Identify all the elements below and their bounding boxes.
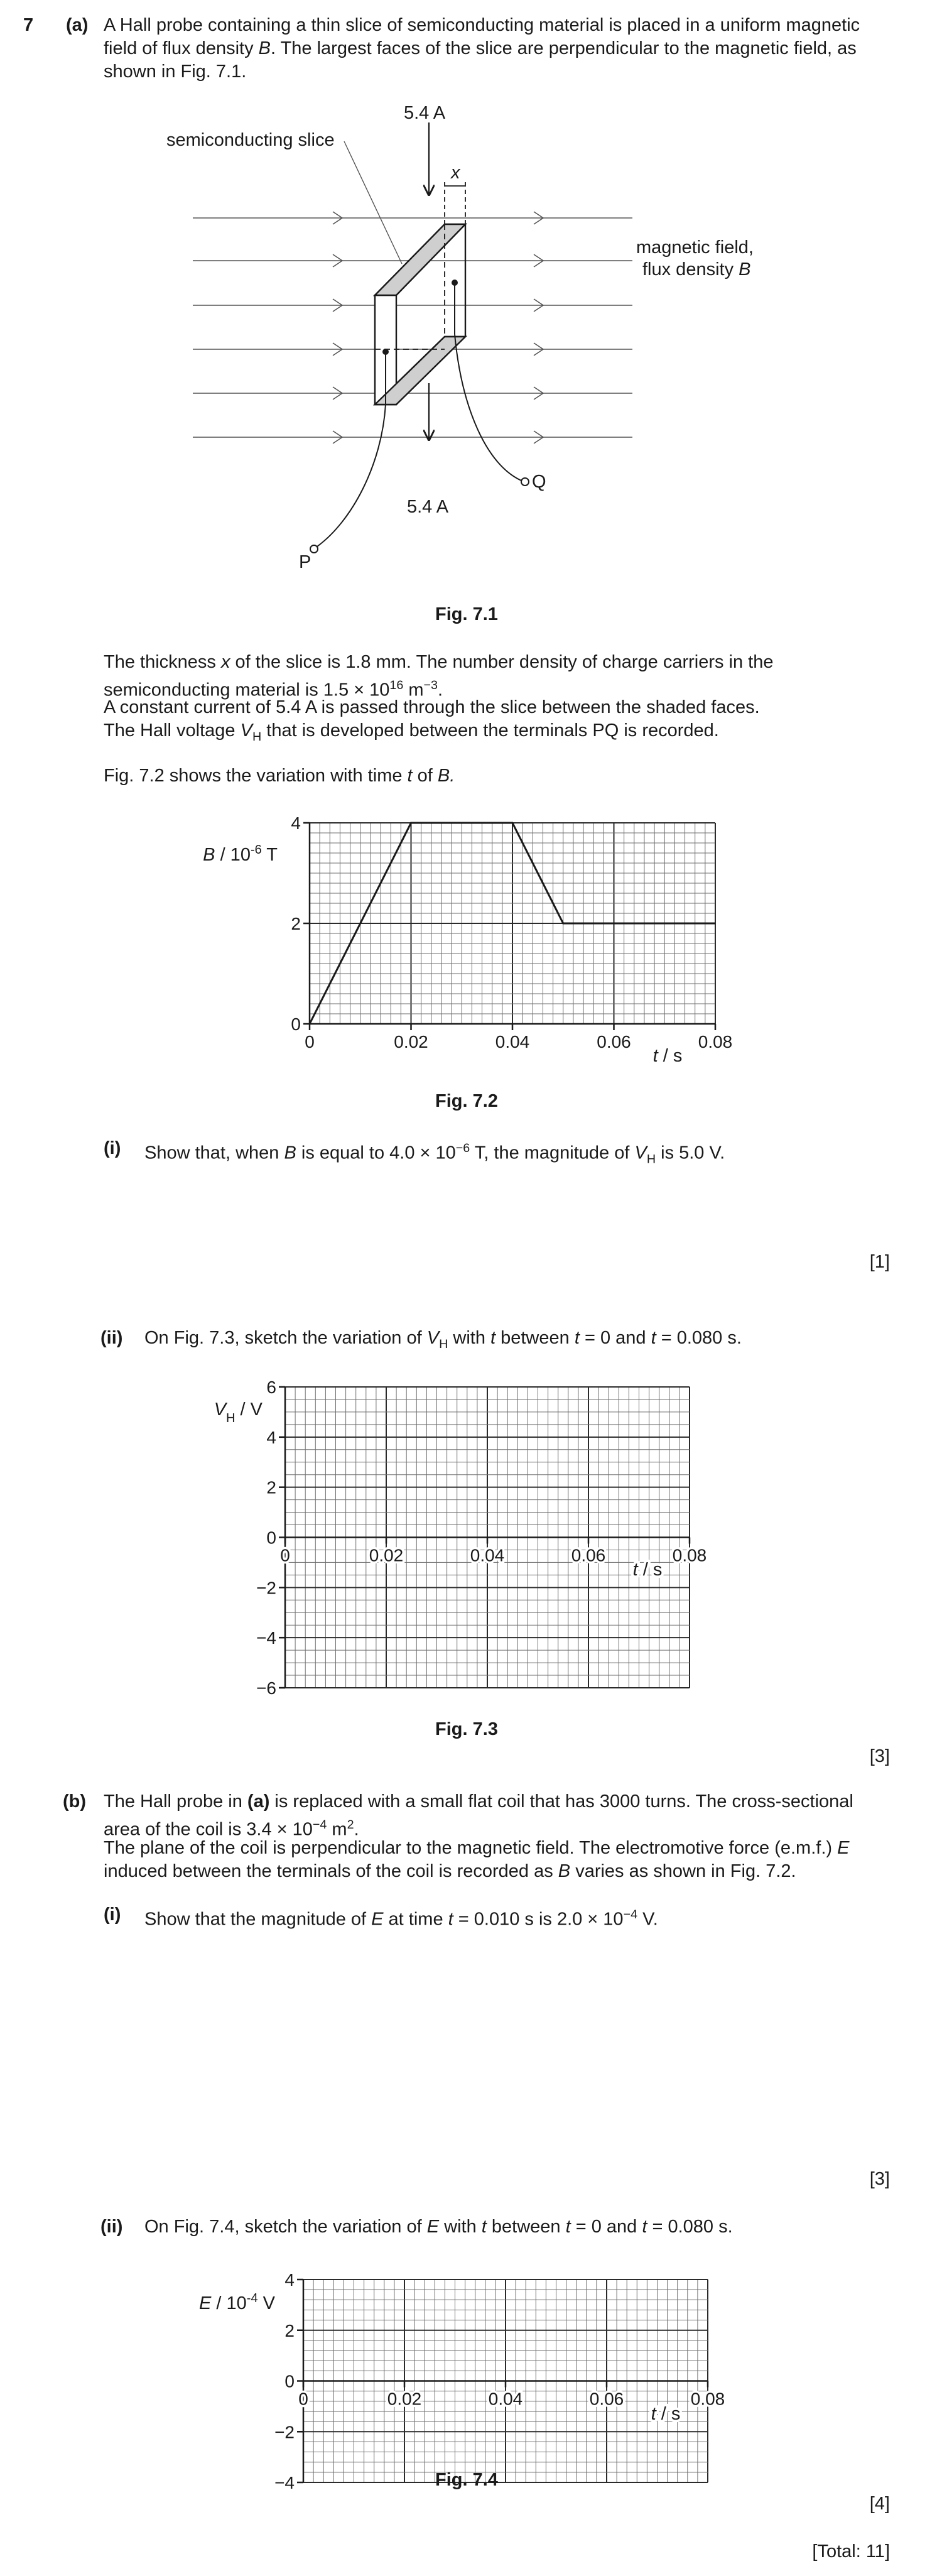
y-tick-label: −4	[274, 2473, 295, 2492]
question-number: 7	[23, 15, 34, 35]
fig-7-4-caption: Fig. 7.4	[435, 2470, 498, 2490]
fig-7-3-caption: Fig. 7.3	[435, 1719, 498, 1739]
x-tick-label: 0.06	[571, 1545, 606, 1565]
x-tick-label: 0.06	[597, 1032, 631, 1052]
a-i-text: Show that, when B is equal to $4.0 \times 10^{-6}$ T, the magnitude of $V_H$ is 5.0 V.	[144, 1141, 725, 1166]
a-ii-text: On Fig. 7.3, sketch the variation of $V_H$ with t between t = 0 and t = 0.080 s.	[144, 1328, 742, 1351]
field-label-2: flux density B	[642, 259, 751, 280]
part-b-label: (b)	[63, 1791, 87, 1812]
a-ii-label: (ii)	[100, 1328, 123, 1348]
y-tick-label: 2	[284, 2320, 295, 2340]
y-tick-label: 4	[266, 1427, 276, 1447]
fig-7-1-caption: Fig. 7.1	[435, 604, 498, 624]
x-tick-label: 0	[305, 1032, 315, 1052]
y-tick-label: −6	[256, 1678, 276, 1698]
x-tick-label: 0	[280, 1545, 290, 1565]
y-tick-label: 0	[284, 2371, 295, 2391]
a-ii-marks: [3]	[869, 1746, 890, 1766]
x-tick-label: 0.04	[488, 2389, 523, 2409]
terminal-q-label: Q	[532, 472, 546, 492]
y-tick-label: 2	[266, 1477, 276, 1497]
current-label-top: 5.4 A	[404, 103, 446, 123]
y-tick-label: 0	[291, 1014, 301, 1034]
x-axis-label: t / s	[632, 1560, 663, 1580]
b-i-text: Show that the magnitude of E at time t = 0.010 s is $2.0 \times 10^{-4}$ V.	[144, 1908, 658, 1930]
x-tick-label: 0.04	[495, 1032, 530, 1052]
y-axis-label: B / $10^{-6}$ T	[203, 843, 278, 865]
y-tick-label: −4	[256, 1628, 276, 1648]
a-i-label: (i)	[104, 1138, 121, 1158]
x-tick-label: 0.06	[589, 2389, 624, 2409]
thickness-label: x	[451, 163, 460, 183]
y-tick-label: −2	[274, 2422, 295, 2442]
fig-7-2-intro: Fig. 7.2 shows the variation with time t of B.	[104, 766, 455, 786]
y-tick-label: −2	[256, 1578, 276, 1598]
info-line-2: A constant current of 5.4 A is passed through the slice between the shaded faces.	[104, 697, 760, 717]
b-i-label: (i)	[104, 1905, 121, 1925]
x-tick-label: 0.08	[698, 1032, 733, 1052]
b-i-marks: [3]	[869, 2169, 890, 2189]
fig-7-2-caption: Fig. 7.2	[435, 1091, 498, 1111]
b-ii-label: (ii)	[100, 2217, 123, 2237]
info-line-1: The thickness x of the slice is 1.8 mm. The number density of charge carriers in the semiconducting material is $1.5 \times 10^{16}$ $m^{-3}$.	[104, 652, 774, 700]
x-tick-label: 0	[298, 2389, 308, 2409]
x-tick-label: 0.08	[690, 2389, 725, 2409]
y-axis-label: $V_H$ / V	[214, 1399, 263, 1425]
part-a-intro: A Hall probe containing a thin slice of semiconducting material is placed in a uniform magnetic field of flux density B. The largest faces of the slice are perpendicular to the magnetic field, as shown in Fig. 7.1.	[104, 15, 860, 82]
part-a-label: (a)	[66, 15, 89, 35]
y-tick-label: 6	[266, 1378, 276, 1397]
y-tick-label: 4	[284, 2270, 295, 2290]
field-label-1: magnetic field,	[636, 237, 754, 258]
x-tick-label: 0.08	[672, 1545, 707, 1565]
a-i-marks: [1]	[869, 1252, 890, 1272]
b-ii-marks: [4]	[869, 2494, 890, 2514]
info-line-3: The Hall voltage $V_H$ that is developed between the terminals PQ is recorded.	[104, 720, 719, 744]
y-tick-label: 2	[291, 914, 301, 933]
x-axis-label: t / s	[652, 1046, 683, 1066]
y-tick-label: 4	[291, 813, 301, 833]
y-tick-label: 0	[266, 1528, 276, 1548]
y-axis-label: E / $10^{-4}$ V	[199, 2291, 275, 2313]
x-axis-label: t / s	[651, 2404, 681, 2424]
x-tick-label: 0.02	[387, 2389, 422, 2409]
slice-label: semiconducting slice	[166, 130, 335, 150]
current-label-bottom: 5.4 A	[407, 497, 449, 517]
x-tick-label: 0.02	[369, 1545, 404, 1565]
x-tick-label: 0.04	[470, 1545, 505, 1565]
part-b-line-2: The plane of the coil is perpendicular to the magnetic field. The electromotive force (e.m.f.) E induced between the terminals of the coil is recorded as B varies as shown in Fig. 7.2.	[104, 1838, 850, 1881]
part-b-line-1: The Hall probe in (a) is replaced with a small flat coil that has 3000 turns. The cross-sectional area of the coil is $3.4 \times 10^{-4}$ $m^2$.	[104, 1791, 853, 1840]
b-ii-text: On Fig. 7.4, sketch the variation of E with t between t = 0 and t = 0.080 s.	[144, 2217, 733, 2237]
x-tick-label: 0.02	[394, 1032, 428, 1052]
terminal-p-label: P	[299, 552, 311, 572]
question-total: [Total: 11]	[812, 2541, 890, 2562]
